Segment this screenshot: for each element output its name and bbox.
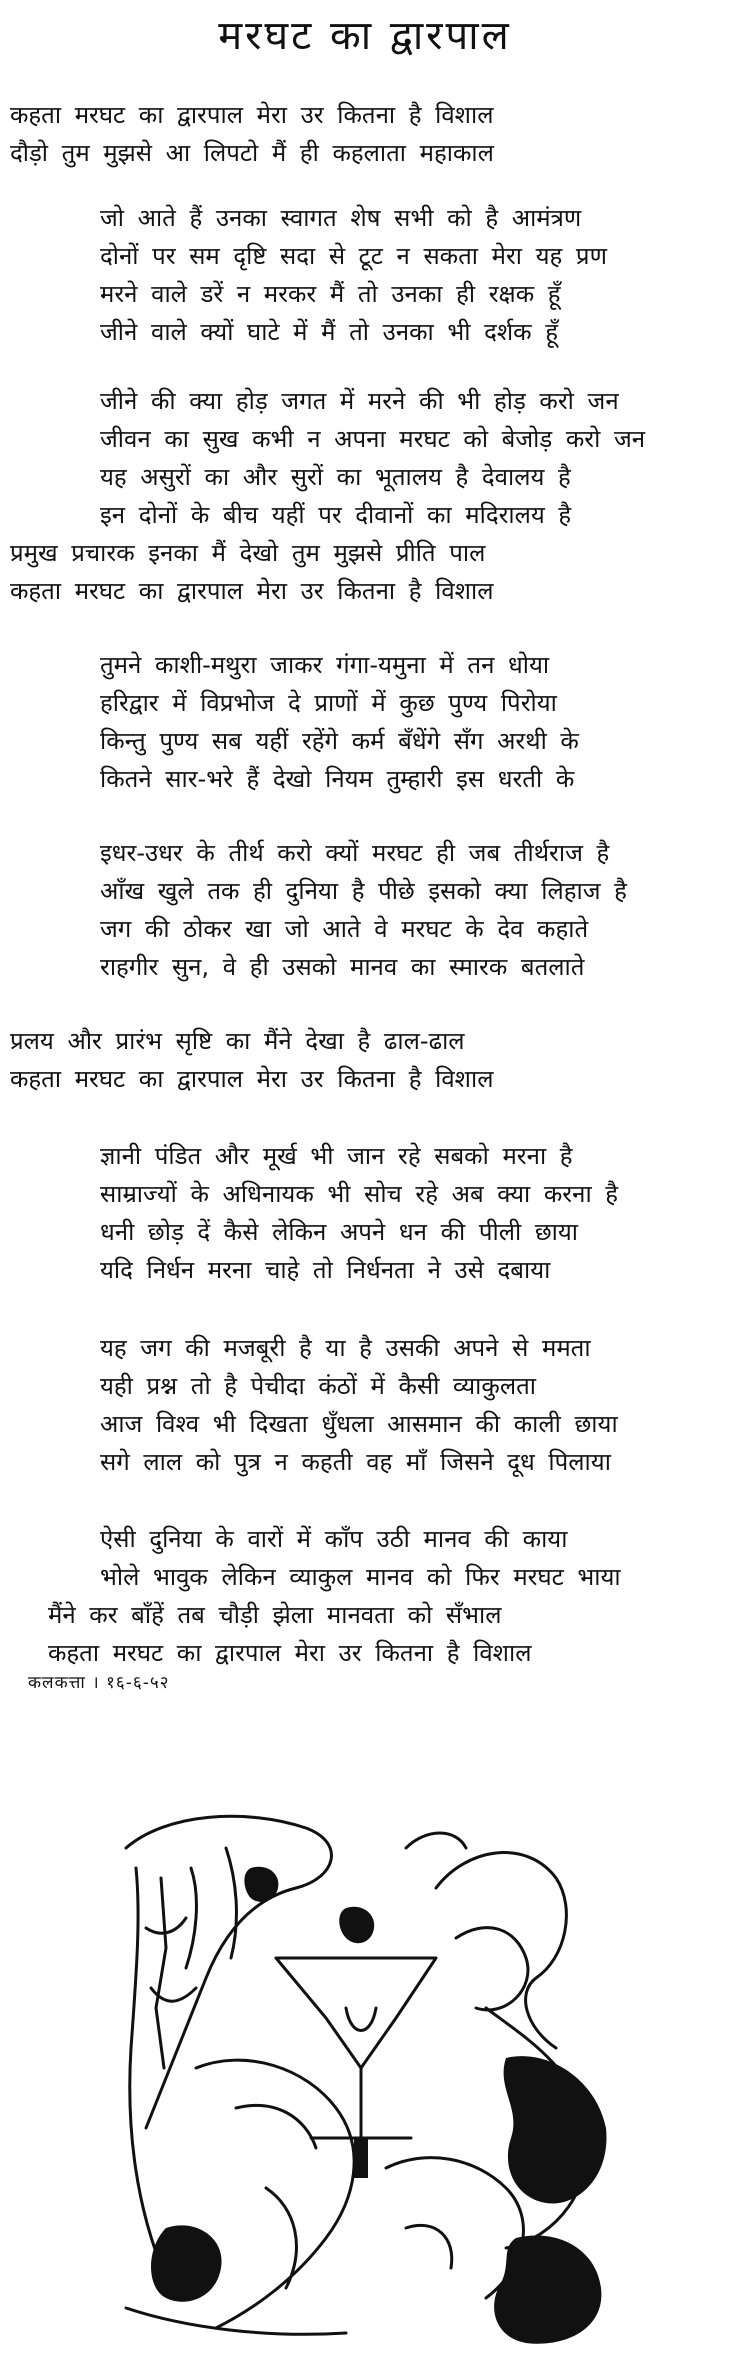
poem-line: हरिद्वार में विप्रभोज दे प्राणों में कुछ पुण्य पिरोया — [100, 689, 557, 717]
poem-line: आँख खुले तक ही दुनिया है पीछे इसको क्या लिहाज है — [100, 877, 627, 905]
poem-line: यह असुरों का और सुरों का भूतालय है देवालय है — [100, 463, 571, 491]
poem-line: तुमने काशी-मथुरा जाकर गंगा-यमुना में तन धोया — [100, 651, 550, 679]
poem-line: सगे लाल को पुत्र न कहती वह माँ जिसने दूध पिलाया — [100, 1448, 611, 1476]
poem-line: कहता मरघट का द्वारपाल मेरा उर कितना है विशाल — [10, 1065, 494, 1093]
poem-line: जीने की क्या होड़ जगत में मरने की भी होड़ करो जन — [100, 387, 619, 415]
ink-sketch-flame-lamp-icon — [106, 1808, 616, 2353]
poem-line: ज्ञानी पंडित और मूर्ख भी जान रहे सबको मरना है — [100, 1142, 573, 1170]
poem-line: साम्राज्यों के अधिनायक भी सोच रहे अब क्या करना है — [100, 1180, 619, 1208]
poem-line: जो आते हैं उनका स्वागत शेष सभी को है आमंत्रण — [100, 204, 582, 232]
poem-line: यही प्रश्न तो है पेचीदा कंठों में कैसी व्याकुलता — [100, 1372, 536, 1400]
poem-line: मरने वाले डरें न मरकर मैं तो उनका ही रक्षक हूँ — [100, 280, 561, 308]
poem-line: प्रलय और प्रारंभ सृष्टि का मैंने देखा है ढाल-ढाल — [10, 1027, 465, 1055]
place-date-line: कलकत्ता । १६-६-५२ — [28, 1673, 170, 1693]
poem-line: कितने सार-भरे हैं देखो नियम तुम्हारी इस धरती के — [100, 765, 575, 793]
poem-line: प्रमुख प्रचारक इनका मैं देखो तुम मुझसे प्रीति पाल — [10, 539, 486, 567]
poem-line: दौड़ो तुम मुझसे आ लिपटो मैं ही कहलाता महाकाल — [10, 139, 494, 167]
poem-line: इन दोनों के बीच यहीं पर दीवानों का मदिरालय है — [100, 501, 572, 529]
poem-line: राहगीर सुन, वे ही उसको मानव का स्मारक बतलाते — [100, 953, 585, 981]
poem-line: मैंने कर बाँहें तब चौड़ी झेला मानवता को सँभाल — [48, 1601, 502, 1629]
poem-line: जीवन का सुख कभी न अपना मरघट को बेजोड़ करो जन — [100, 425, 646, 453]
poem-line: भोले भावुक लेकिन व्याकुल मानव को फिर मरघट भाया — [100, 1563, 621, 1591]
poem-line: जग की ठोकर खा जो आते वे मरघट के देव कहाते — [100, 915, 589, 943]
poem-line: दोनों पर सम दृष्टि सदा से टूट न सकता मेरा यह प्रण — [100, 242, 607, 270]
poem-line: इधर-उधर के तीर्थ करो क्यों मरघट ही जब तीर्थराज है — [100, 839, 610, 867]
poem-line: यह जग की मजबूरी है या है उसकी अपने से ममता — [100, 1334, 591, 1362]
poem-line: आज विश्व भी दिखता धुँधला आसमान की काली छाया — [100, 1410, 618, 1438]
poem-line: किन्तु पुण्य सब यहीं रहेंगे कर्म बँधेंगे सँग अरथी के — [100, 727, 579, 755]
poem-title: मरघट का द्वारपाल — [218, 13, 512, 59]
poem-line: धनी छोड़ दें कैसे लेकिन अपने धन की पीली छाया — [100, 1218, 579, 1246]
poem-line: कहता मरघट का द्वारपाल मेरा उर कितना है विशाल — [48, 1639, 532, 1667]
poem-line: कहता मरघट का द्वारपाल मेरा उर कितना है विशाल — [10, 101, 494, 129]
poem-line: ऐसी दुनिया के वारों में काँप उठी मानव की काया — [100, 1525, 568, 1553]
poem-line: यदि निर्धन मरना चाहे तो निर्धनता ने उसे दबाया — [100, 1256, 551, 1284]
poem-line: जीने वाले क्यों घाटे में मैं तो उनका भी दर्शक हूँ — [100, 318, 558, 346]
poem-line: कहता मरघट का द्वारपाल मेरा उर कितना है विशाल — [10, 577, 494, 605]
